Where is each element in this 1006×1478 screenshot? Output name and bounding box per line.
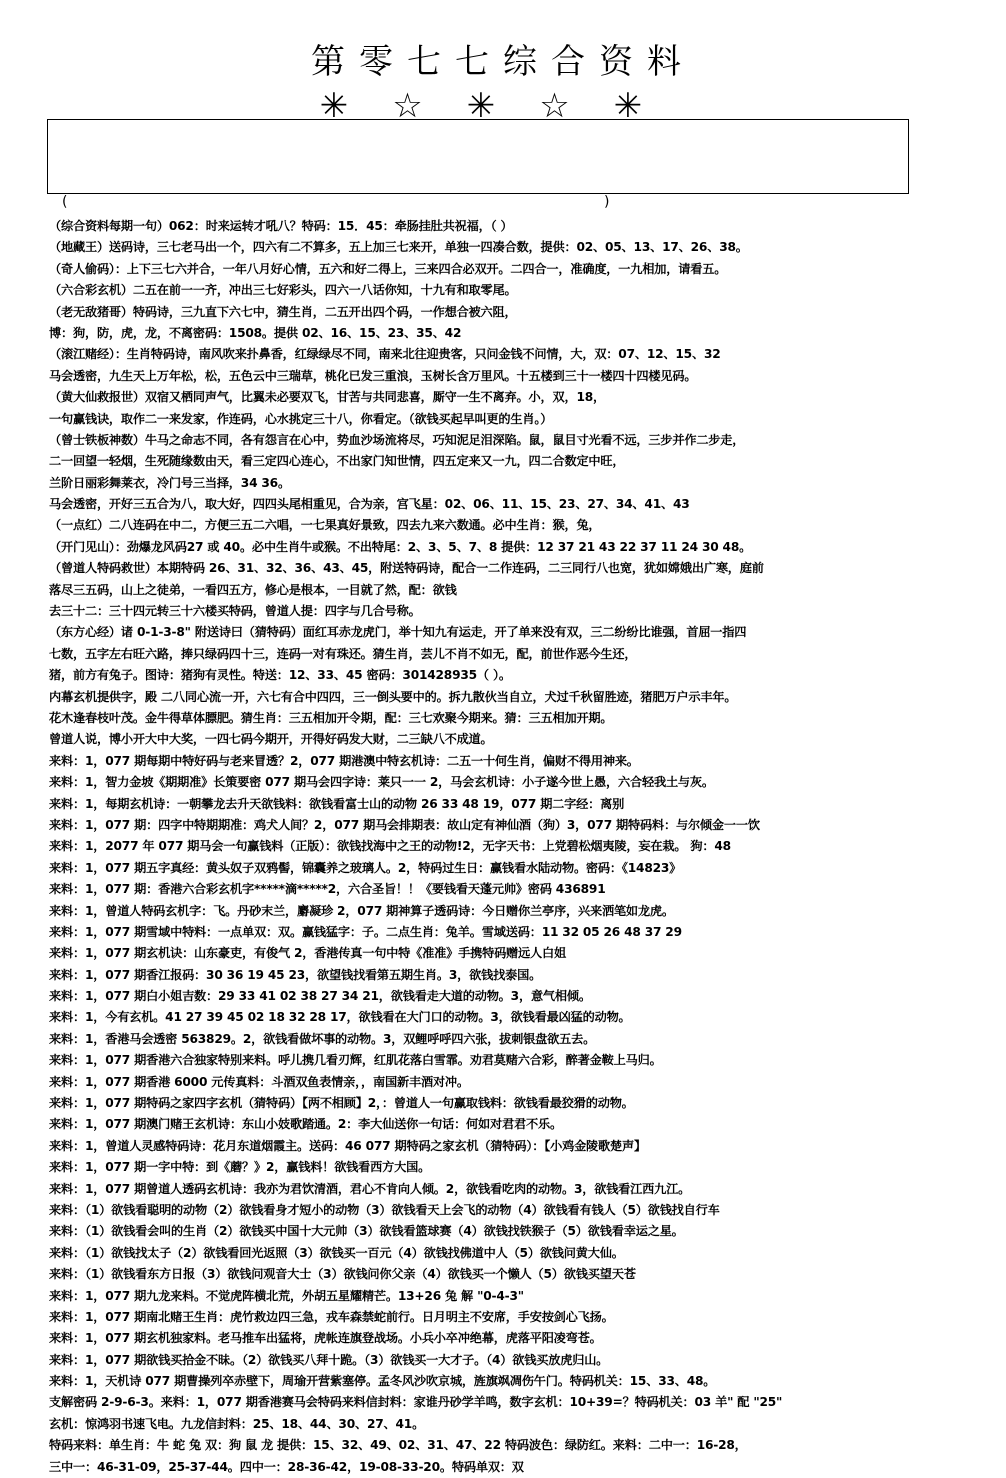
text-line: 玄机：惊鸿羽书速飞电。九龙信封料：25、18、44、30、27、41。 xyxy=(49,1416,425,1431)
text-line: 落尽三五码，山上之徒弟，一看四五方，修心是根本，一目就了然，配：欲钱 xyxy=(49,582,457,597)
text-line: （综合资料每期一句）062：时来运转才吼八？特码：15．45：牵肠挂肚共祝福，（ ） xyxy=(49,219,513,233)
text-line: 博：狗，防，虎，龙，不离密码：1508。提供 02、16、15、23、35、42 xyxy=(49,325,462,340)
text-line: 来料：1，077 期香港 6000 元传真料：斗酒双鱼表情亲，，南国新丰酒对冲。 xyxy=(49,1074,469,1089)
text-line: 来料：1，077 期雪域中特料：一点单双：双。赢钱猛字：子。二点生肖：兔羊。雪域送码：11 32 05 26 48 37 29 xyxy=(49,924,682,939)
text-line: （一点红）二八连码在中二，方便三五二六唱，一七果真好景致，四去九来六数通。必中生肖：猴，兔， xyxy=(49,518,601,533)
text-line: 来料：1，077 期特码之家四字玄机（猜特码）【两不相顾】2，：曾道人一句赢取钱料：欲钱看最狡猾的动物。 xyxy=(49,1096,634,1111)
text-line: 二一回望一轻烟，生死随缘数由天，看三定四心连心，不出家门知世情，四五定来又一九，四二合数定中旺， xyxy=(49,454,625,469)
text-line: 马会透密，九生天上万年松，松，五色云中三瑞草，桃化已发三重浪，玉树长含万里风。十五楼到三十一楼四十四楼见码。 xyxy=(49,368,697,383)
text-line: 来料：1，077 期：四字中特期期准：鸡犬人间？2，077 期马会排期表：故山定有神仙酒（狗）3，077 期特码料：与尔倾金一一饮 xyxy=(49,817,760,832)
text-line: （滚江赌经）：生肖特码诗，南风吹来扑鼻香，红绿绿尽不同，南来北往迎贵客，只问金钱不问情，大，双：07、12、15、32 xyxy=(49,347,721,362)
text-line: 来料：1，香港马会透密 563829。2，欲钱看做坏事的动物。3，双鲤呼呼四六张，拔刺银盘欲五去。 xyxy=(49,1031,596,1046)
text-line: 来料：1，077 期：香港六合彩玄机字*****滴*****2，六合圣旨！！《要钱看天蓬元帅》密码 436891 xyxy=(49,882,606,897)
text-line: 来料：1，077 期玄机独家料。老马推车出猛将，虎帐连旗登战场。小兵小卒冲绝幕，虎落平阳凌弯苍。 xyxy=(49,1331,602,1346)
text-line: （黄大仙救报世）双宿又栖同声气，比翼未必要双飞，甘苦与共同悲喜，厮守一生不离弃。小，双，18， xyxy=(49,390,605,405)
text-line: 七数，五字左右旺六路，捧只绿码四十三，连码一对有珠还。猜生肖，芸儿不肖不如无，配，前世作恶今生还， xyxy=(49,646,637,661)
text-line: 来料：1，077 期五字真经：黄头奴子双鸦髻，锦囊养之玻璃人。2，特码过生日：赢钱看水陆动物。密码：《14823》 xyxy=(49,860,682,875)
text-line: 来料：1，077 期南北赌王生肖：虎竹救边四三急，戎车森禁蛇前行。日月明主不安席，手安按剑心飞扬。 xyxy=(49,1309,614,1324)
text-line: 兰阶日丽彩舞莱衣，冷门号三当择，34 36。 xyxy=(49,475,290,490)
bracket-right: ) xyxy=(604,194,610,210)
text-line: 来料：1，曾道人灵感特码诗：花月东道烟霞主。送码：46 077 期特码之家玄机（猜特码）：【小鸡金陵歌楚声】 xyxy=(49,1138,646,1153)
text-line: （地藏王）送码诗，三七老马出一个，四六有二不算多，五上加三七来开，单独一四凑合数，提供：02、05、13、17、26、38。 xyxy=(49,240,748,255)
text-line: 来料：1，077 期香港六合独家特别来料。呼儿携几看刃辉，红肌花落白雪霏。劝君莫赌六合彩，醉著金鞍上马归。 xyxy=(49,1053,662,1068)
text-line: 来料：（1）欲钱看东方日报（3）欲钱问观音大士（3）欲钱问你父亲（4）欲钱买一个懒人（5）欲钱买望天苍 xyxy=(49,1267,636,1282)
text-line: 来料：1，077 期香江报码：30 36 19 45 23，欲望钱找看第五期生肖。3，欲钱找泰国。 xyxy=(49,967,542,982)
star-decoration: ✳☆✳☆✳ xyxy=(319,86,687,126)
page-title: 第零七七综合资料 xyxy=(311,42,695,82)
text-line: 来料：1，2077 年 077 期马会一句赢钱料（正版）：欲钱找海中之王的动物!2，无字天书：上党碧松烟夷陵，妄在栽。 狗：48 xyxy=(49,839,731,854)
text-line: 来料：1，077 期玄机诀：山东豪吏，有俊气 2，香港传真一句中特《准准》手携特码赠远人白姐 xyxy=(49,946,566,961)
text-line: 去三十二：三十四元转三十六楼买特码，曾道人提：四字与几合号称。 xyxy=(49,604,421,619)
bracket-left: ( xyxy=(62,194,68,210)
text-line: 来料：1，077 期每期中特好码与老来冒透？2，077 期港澳中特玄机诗：二五一十何生肖，偏财不得用神来。 xyxy=(49,753,639,768)
document-body xyxy=(49,216,991,1478)
text-line: 来料：1，每期玄机诗：一朝攀龙去升天欲钱料：欲钱看富士山的动物 26 33 48 19，077 期二字经：离别 xyxy=(49,796,625,811)
text-line: 来料：1，曾道人特码玄机字：飞。丹砂末兰，麝凝珍 2，077 期神算子透码诗：今日赠你兰亭序，兴来洒笔如龙虎。 xyxy=(49,903,674,918)
text-line: 曾道人说，博小开大中大奖，一四七码今期开，开得好码发大财，二三缺八不成道。 xyxy=(49,732,493,747)
text-line: 三中一：46-31-09，25-37-44。四中一：28-36-42，19-08-33-20。特码单双：双 xyxy=(49,1459,524,1474)
text-line: 来料：1，077 期一字中特：到《蘑？》2，赢钱料！欲钱看西方大国。 xyxy=(49,1160,431,1175)
text-line: （老无敌猪哥）特码诗，三九直下六七中，猜生肖，二五开出四个码，一作想合被六阻， xyxy=(49,304,517,319)
text-line: 来料：（1）欲钱找太子（2）欲钱看回光返照（3）欲钱买一百元（4）欲钱找佛道中人（5）欲钱问黄大仙。 xyxy=(49,1245,624,1260)
text-line: 猪，前方有兔子。图诗：猪狗有灵性。特送：12、33、45 密码：301428935（ ）。 xyxy=(49,668,511,683)
text-line: 来料：1，智力金坡《期期准》长策要密 077 期马会四字诗：莱只一一 2，马会玄机诗：小子遂今世上愚，六合轻我土与灰。 xyxy=(49,775,714,790)
text-line: （曾道人特码救世）本期特码 26、31、32、36、43、45，附送特码诗，配合一二作连码，二三同行八也宽，犹如嫦娥出广寒，庭前 xyxy=(49,561,764,576)
text-line: 马会透密，开好三五合为八，取大好，四四头尾相重见，合为亲，宫飞星：02、06、11、15、23、27、34、41、43 xyxy=(49,497,690,512)
text-line: 花木逢春枝叶茂。金牛得草体膘肥。猜生肖：三五相加开令期，配：三七欢聚今期来。猜：三五相加开期。 xyxy=(49,710,613,725)
text-line: 来料：（1）欲钱看会叫的生肖（2）欲钱买中国十大元帅（3）欲钱看篮球赛（4）欲钱找铁猴子（5）欲钱看幸运之星。 xyxy=(49,1224,684,1239)
text-line: 来料：1，077 期九龙来料。不觉虎阵横北荒，外胡五星耀精芒。13+26 兔 解 "0-4-3" xyxy=(49,1288,524,1303)
text-line: （开门见山）：劲爆龙风码27 或 40。必中生肖牛或猴。不出特尾：2、3、5、7、8 提供：12 37 21 43 22 37 11 24 30 48。 xyxy=(49,539,752,554)
text-line: 来料：1，077 期澳门赌王玄机诗：东山小妓歌踏通。2：李大仙送你一句话：何如对君君不乐。 xyxy=(49,1117,562,1132)
text-line: （奇人偷码）：上下三七六并合，一年八月好心情，五六和好二得上，三来四合必双开。二四合一，准确度，一九相加，请看五。 xyxy=(49,261,727,276)
text-line: 内幕玄机提供字，殿 二八同心流一开，六七有合中四四，三一倒头要中的。拆九散伙当自立，犬过千秋留胜迹，猪肥万户示丰年。 xyxy=(49,689,737,704)
text-line: （东方心经）诸 0-1-3-8" 附送诗曰（猜特码）面红耳赤龙虎门，举十知九有运走，开了单来没有双，三二纷纷比谁强，首屈一指四 xyxy=(49,625,747,640)
text-line: 来料：1，今有玄机。41 27 39 45 02 18 32 28 17，欲钱看在大门口的动物。3，欲钱看最凶猛的动物。 xyxy=(49,1010,631,1025)
text-line: 来料：1，天机诗 077 期曹操列卒赤壁下，周瑜开营紫塞停。孟冬风沙吹京城，旌旗飒凋伤午门。特码机关：15、33、48。 xyxy=(49,1374,716,1389)
text-line: 特码来料：单生肖：牛 蛇 兔 双：狗 鼠 龙 提供：15、32、49、02、31、47、22 特码波色：绿防红。来料：二中一：16-28， xyxy=(49,1438,747,1453)
text-line: （六合彩玄机）二五在前一一齐，冲出三七好彩头，四六一八话你知，十九有和取零尾。 xyxy=(49,283,517,298)
text-line: 来料：（1）欲钱看聪明的动物（2）欲钱看身才短小的动物（3）欲钱看天上会飞的动物（4）欲钱看有钱人（5）欲钱找自行车 xyxy=(49,1202,720,1217)
text-line: 一句赢钱诀，取作二一来发家，作连码，心水挑定三十八，你看定。（欲钱买起早叫更的生肖。） xyxy=(49,411,553,426)
text-line: （曾士铁板神数）牛马之命志不同，各有怨言在心中，势血沙场流将尽，巧知泥足泪深陷。鼠，鼠目寸光看不远，三步并作二步走， xyxy=(49,432,745,447)
text-line: 来料：1，077 期曾道人透码玄机诗：我亦为君饮清酒，君心不肯向人倾。2，欲钱看吃肉的动物。3，欲钱看江西九江。 xyxy=(49,1181,691,1196)
text-line: 来料：1，077 期欲钱买拾金不昧。（2）欲钱买八拜十跪。（3）欲钱买一大才子。（4）欲钱买放虎归山。 xyxy=(49,1352,609,1367)
blank-content-box xyxy=(47,119,909,194)
text-line: 来料：1，077 期白小姐吉数：29 33 41 02 38 27 34 21，欲钱看走大道的动物。3，意气相倾。 xyxy=(49,989,591,1004)
text-line: 支解密码 2-9-6-3。来料：1，077 期香港赛马会特码来料信封料：家谁丹砂学羊鸣，数字玄机：10+39=？特码机关：03 羊" 配 "25" xyxy=(49,1395,783,1410)
